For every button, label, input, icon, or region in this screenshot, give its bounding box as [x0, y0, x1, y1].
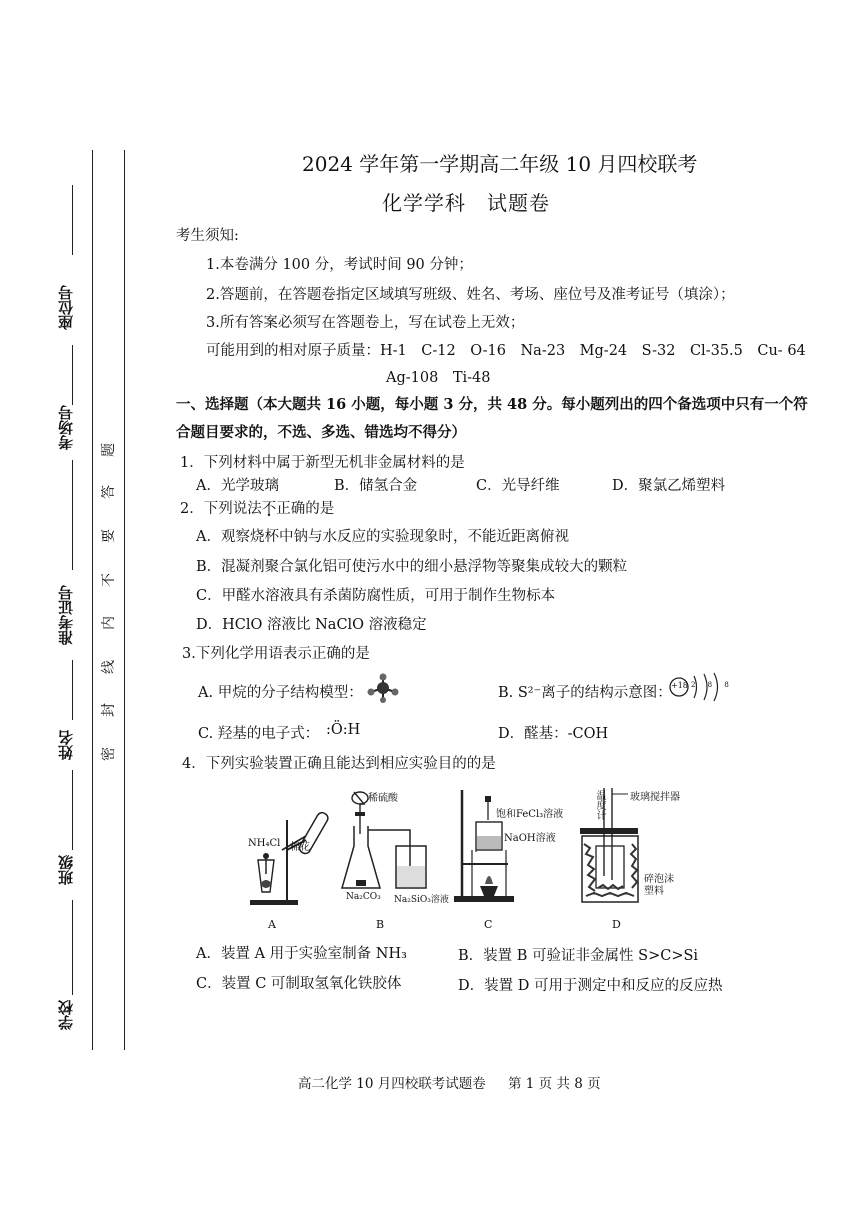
notice-item-3: 3.所有答案必须写在答题卷上，写在试卷上无效；	[206, 315, 525, 331]
seal-char: 要	[101, 529, 117, 543]
notice-item-2: 2.答题前，在答题卷指定区域填写班级、姓名、考场、座位号及准考证号（填涂）；	[206, 287, 735, 303]
apparatus-b	[340, 786, 458, 936]
ion-shell-electrons: 2 8 8	[691, 681, 734, 689]
thermometer-label: 温度计	[594, 790, 605, 820]
hydroxyl-electron-formula: :Ö:H	[326, 722, 361, 738]
q3-option-a: A. 甲烷的分子结构模型：	[198, 685, 363, 701]
q3-option-d: D．醛基：-COH	[498, 726, 609, 742]
q4-option-c: C．装置 C 可制取氢氧化铁胶体	[196, 976, 402, 992]
page-subtitle: 化学学科 试题卷	[382, 191, 550, 215]
figure-d-caption: D	[612, 918, 621, 931]
figure-b-caption: B	[376, 918, 385, 931]
seat-number-label: 座位号	[57, 285, 75, 330]
methane-model-icon	[366, 673, 400, 703]
admission-number-label: 准考证号	[57, 585, 75, 645]
q1-option-d: D．聚氯乙烯塑料	[612, 478, 726, 494]
atomic-masses-line2: Ag-108 Ti-48	[386, 370, 491, 386]
binding-line-outer	[92, 150, 93, 1050]
name-label: 姓名	[57, 730, 75, 760]
fecl3-label: 饱和FeCl₃溶液	[496, 809, 564, 820]
naoh-label: NaOH溶液	[504, 833, 556, 844]
admission-number-underline	[72, 460, 73, 570]
q1-option-a: A．光学玻璃	[196, 478, 279, 494]
foam-label: 碎泡沫塑料	[644, 874, 674, 897]
q2-stem	[180, 497, 334, 518]
school-label: 学校	[57, 1000, 75, 1030]
q1-option-c: C．光导纤维	[476, 478, 560, 494]
seal-char: 封	[101, 703, 117, 717]
apparatus-c	[452, 786, 572, 936]
seat-number-underline	[72, 185, 73, 255]
notice-heading: 考生须知:	[176, 228, 239, 244]
cotton-label: 棉花	[290, 842, 310, 853]
q2-option-b: B．混凝剂聚合氯化铝可使污水中的细小悬浮物等聚集成较大的颗粒	[196, 559, 628, 575]
ion-nucleus-label: +18	[671, 681, 688, 690]
section-heading-line2: 合题目要求的，不选、多选、错选均不得分）	[176, 424, 466, 441]
notice-item-1: 1.本卷满分 100 分，考试时间 90 分钟；	[206, 257, 473, 273]
q3-option-b: B. S²⁻离子的结构示意图：	[498, 685, 672, 701]
q4-option-b: B．装置 B 可验证非金属性 S>C>Si	[458, 948, 699, 964]
q3-stem: 3.下列化学用语表示正确的是	[182, 646, 370, 662]
binding-line-inner	[124, 150, 125, 1050]
nh4cl-label: NH₄Cl	[248, 838, 281, 849]
seal-char: 内	[101, 616, 117, 630]
footer-page-number: 第 1 页 共 8 页	[508, 1076, 601, 1092]
seal-char: 不	[101, 573, 117, 587]
atomic-masses-line1: 可能用到的相对原子质量：H-1 C-12 O-16 Na-23 Mg-24 S-32 Cl-35.5 Cu- 64	[206, 343, 806, 359]
q2-option-a: A．观察烧杯中钠与水反应的实验现象时，不能近距离俯视	[196, 529, 569, 545]
footer-title: 高二化学 10 月四校联考试题卷	[298, 1076, 486, 1092]
name-underline	[72, 660, 73, 720]
q2-option-c: C．甲醛水溶液具有杀菌防腐性质，可用于制作生物标本	[196, 588, 556, 604]
q2-stem-emphasis: 不	[261, 501, 277, 517]
q2-stem-pre: 2．下列说法	[180, 501, 262, 517]
class-label: 班级	[57, 855, 75, 885]
seal-char: 线	[101, 660, 117, 674]
na2co3-label: Na₂CO₃	[346, 892, 381, 902]
school-underline	[72, 900, 73, 995]
exam-room-underline	[72, 345, 73, 405]
q4-option-a: A．装置 A 用于实验室制备 NH₃	[196, 946, 407, 962]
sulfide-ion-diagram	[668, 672, 734, 702]
dilute-sulfuric-acid-label: 稀硫酸	[368, 793, 398, 804]
figure-c-caption: C	[484, 918, 493, 931]
q4-stem: 4．下列实验装置正确且能达到相应实验目的的是	[182, 756, 496, 772]
apparatus-d	[572, 784, 722, 936]
q2-option-d: D．HClO 溶液比 NaClO 溶液稳定	[196, 617, 427, 633]
glass-stirrer-label: 玻璃搅拌器	[630, 792, 680, 803]
section-heading-line1: 一、选择题（本大题共 16 小题，每小题 3 分，共 48 分。每小题列出的四个备选项中只有一个符	[176, 396, 808, 413]
seal-char: 答	[101, 485, 117, 499]
na2sio3-label: Na₂SiO₃溶液	[394, 895, 449, 905]
exam-room-label: 考场号	[57, 405, 75, 450]
q2-stem-post: 正确的是	[276, 501, 335, 517]
apparatus-a	[242, 800, 332, 935]
q1-option-b: B．储氢合金	[334, 478, 418, 494]
q4-option-d: D．装置 D 可用于测定中和反应的反应热	[458, 978, 723, 994]
class-underline	[72, 770, 73, 850]
q1-stem: 1．下列材料中属于新型无机非金属材料的是	[180, 455, 465, 471]
q3-option-c: C. 羟基的电子式：	[198, 726, 320, 742]
figure-a-caption: A	[268, 918, 276, 931]
seal-char: 密	[101, 747, 117, 761]
seal-char: 题	[101, 443, 117, 457]
page-title: 2024 学年第一学期高二年级 10 月四校联考	[302, 152, 698, 176]
